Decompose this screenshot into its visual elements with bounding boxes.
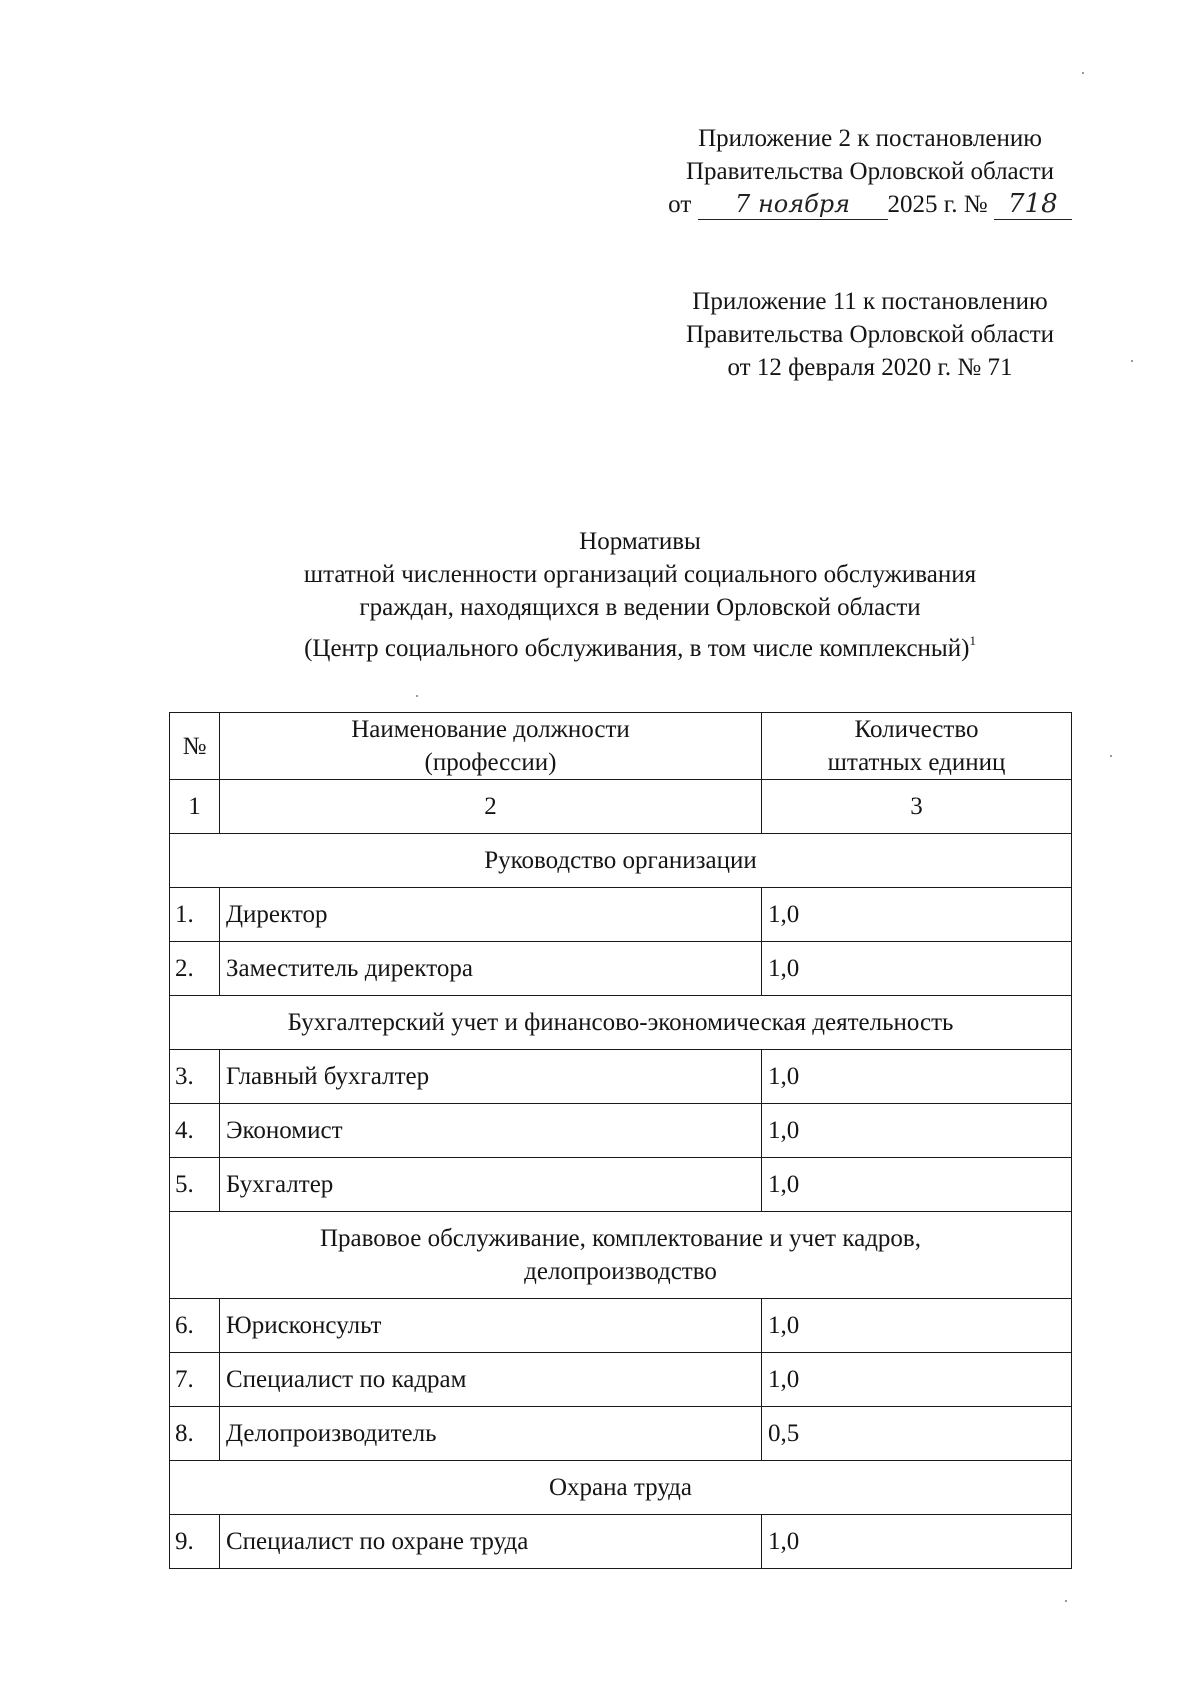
annex-new-header xyxy=(640,122,1100,221)
annex-new-year: 2025 г. № xyxy=(887,191,988,218)
annex-new-line2: Правительства Орловской области xyxy=(685,158,1055,185)
scan-speck xyxy=(1131,360,1133,362)
row-count: 1,0 xyxy=(762,1050,1072,1104)
row-number: 4. xyxy=(170,1104,220,1158)
table-row xyxy=(170,1515,1072,1569)
header-count-line2: штатных единиц xyxy=(827,749,1006,776)
table-row xyxy=(170,1104,1072,1158)
row-count: 1,0 xyxy=(762,888,1072,942)
row-position: Экономист xyxy=(220,1104,762,1158)
staffing-table xyxy=(169,712,1072,1569)
annex-new-prefix: от xyxy=(668,191,692,218)
footnote-mark: 1 xyxy=(969,633,976,648)
row-count: 0,5 xyxy=(762,1407,1072,1461)
row-position: Директор xyxy=(220,888,762,942)
row-count: 1,0 xyxy=(762,1353,1072,1407)
section-title-line2: делопроизводство xyxy=(524,1258,717,1285)
handwritten-date: 7 ноября xyxy=(698,188,888,221)
scan-speck xyxy=(416,695,418,697)
scan-speck xyxy=(1110,755,1112,757)
section-title: Охрана труда xyxy=(170,1461,1072,1515)
annex-new-date-line xyxy=(640,188,1100,221)
section-title: Руководство организации xyxy=(170,834,1072,888)
annex-old-line1: Приложение 11 к постановлению xyxy=(692,288,1048,315)
row-count: 1,0 xyxy=(762,1104,1072,1158)
row-position: Заместитель директора xyxy=(220,942,762,996)
scan-speck xyxy=(1082,72,1084,74)
section-title-line1: Правовое обслуживание, комплектование и учет кадров, xyxy=(320,1225,921,1252)
row-position: Юрисконсульт xyxy=(220,1299,762,1353)
table-row xyxy=(170,1353,1072,1407)
row-position: Главный бухгалтер xyxy=(220,1050,762,1104)
header-count xyxy=(762,713,1072,780)
row-position: Специалист по кадрам xyxy=(220,1353,762,1407)
section-row xyxy=(170,834,1072,888)
row-count: 1,0 xyxy=(762,1299,1072,1353)
title-line3: граждан, находящихся в ведении Орловской области xyxy=(359,594,921,621)
title-line4: (Центр социального обслуживания, в том числе комплексный) xyxy=(304,635,970,662)
row-count: 1,0 xyxy=(762,1158,1072,1212)
title-line4-wrap xyxy=(215,624,1065,665)
header-no: № xyxy=(170,713,220,780)
row-number: 6. xyxy=(170,1299,220,1353)
section-title xyxy=(170,1212,1072,1299)
column-number: 2 xyxy=(220,780,762,834)
table-row xyxy=(170,1299,1072,1353)
row-number: 1. xyxy=(170,888,220,942)
row-count: 1,0 xyxy=(762,1515,1072,1569)
row-count: 1,0 xyxy=(762,942,1072,996)
annex-old-header xyxy=(640,285,1100,384)
section-row xyxy=(170,1461,1072,1515)
table-row xyxy=(170,942,1072,996)
title-line2: штатной численности организаций социального обслуживания xyxy=(303,561,977,588)
row-number: 8. xyxy=(170,1407,220,1461)
header-count-line1: Количество xyxy=(854,716,979,743)
row-number: 2. xyxy=(170,942,220,996)
header-position-line2: (профессии) xyxy=(424,749,557,776)
annex-old-line3: от 12 февраля 2020 г. № 71 xyxy=(727,354,1013,381)
annex-new-line1: Приложение 2 к постановлению xyxy=(698,125,1042,152)
row-number: 3. xyxy=(170,1050,220,1104)
section-title: Бухгалтерский учет и финансово-экономическая деятельность xyxy=(170,996,1072,1050)
row-position: Специалист по охране труда xyxy=(220,1515,762,1569)
column-number: 1 xyxy=(170,780,220,834)
row-position: Делопроизводитель xyxy=(220,1407,762,1461)
header-position xyxy=(220,713,762,780)
row-number: 9. xyxy=(170,1515,220,1569)
table-row xyxy=(170,1407,1072,1461)
table-header-row xyxy=(170,713,1072,780)
title-line1: Нормативы xyxy=(579,528,701,555)
table-row xyxy=(170,1050,1072,1104)
row-position: Бухгалтер xyxy=(220,1158,762,1212)
handwritten-number: 718 xyxy=(994,188,1072,221)
column-number: 3 xyxy=(762,780,1072,834)
table-row xyxy=(170,888,1072,942)
annex-old-line2: Правительства Орловской области xyxy=(685,321,1055,348)
header-position-line1: Наименование должности xyxy=(351,716,630,743)
row-number: 7. xyxy=(170,1353,220,1407)
section-row xyxy=(170,996,1072,1050)
document-title xyxy=(215,525,1065,665)
section-row xyxy=(170,1212,1072,1299)
row-number: 5. xyxy=(170,1158,220,1212)
column-number-row xyxy=(170,780,1072,834)
scan-speck xyxy=(1065,1600,1067,1602)
table-row xyxy=(170,1158,1072,1212)
